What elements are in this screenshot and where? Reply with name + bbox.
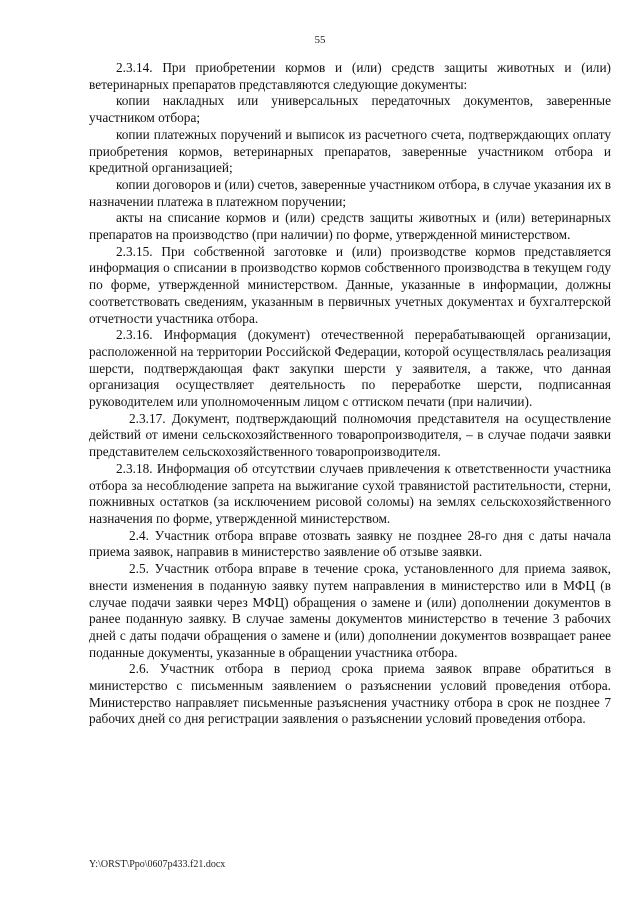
paragraph-2-3-17: 2.3.17. Документ, подтверждающий полномочия представителя на осуществление действий от имени сельскохозяйственного товаропроизводителя, – в случае подачи заявки представителем сельскохозяйственного товаропроизводителя. xyxy=(89,410,611,460)
paragraph-2-3-14: 2.3.14. При приобретении кормов и (или) средств защиты животных и (или) ветеринарных препаратов представляются следующие документы: xyxy=(89,60,611,92)
list-item-contracts: копии договоров и (или) счетов, заверенные участником отбора, в случае указания их в назначении платежа в платежном поручении; xyxy=(89,176,611,209)
paragraph-2-5: 2.5. Участник отбора вправе в течение срока, установленного для приема заявок, внести изменения в поданную заявку путем направления в министерство или в МФЦ (в случае подачи заявки через МФЦ) обращения о замене и (или) дополнении документов в ранее поданную заявку. В случае замены документов министерство в течение 3 рабочих дней с даты подачи обращения о замене и (или) дополнении документов возвращает ранее поданные документы, указанные в обращении участника отбора. xyxy=(89,561,611,660)
page-number: 55 xyxy=(314,34,326,46)
list-item-payment-orders: копии платежных поручений и выписок из расчетного счета, подтверждающих оплату приобретения кормов, ветеринарных препаратов, заверенные участником отбора и кредитной организацией; xyxy=(89,126,611,176)
document-body xyxy=(89,60,611,728)
paragraph-2-3-18: 2.3.18. Информация об отсутствии случаев привлечения к ответственности участника отбора за несоблюдение запрета на выжигание сухой травянистой растительности, стерни, пожнивных остатков (за исключением рисовой соломы) на землях сельскохозяйственного назначения по форме, утвержденной министерством. xyxy=(89,460,611,526)
list-item-invoices: копии накладных или универсальных передаточных документов, заверенные участником отбора; xyxy=(89,93,611,126)
paragraph-2-3-15: 2.3.15. При собственной заготовке и (или) производстве кормов представляется информация о списании в производство кормов собственного производства в текущем году по форме, утвержденной министерством. Данные, указанные в информации, должны соответствовать сведениям, указанным в первичных учетных документах и бухгалтерской отчетности участника отбора. xyxy=(89,243,611,326)
paragraph-2-6: 2.6. Участник отбора в период срока приема заявок вправе обратиться в министерство с письменным заявлением о разъяснении условий проведения отбора. Министерство направляет письменные разъяснения участнику отбора в срок не позднее 7 рабочих дней со дня регистрации заявления о разъяснении условий проведения отбора. xyxy=(89,661,611,727)
paragraph-2-3-16: 2.3.16. Информация (документ) отечественной перерабатывающей организации, расположенной на территории Российской Федерации, которой осуществлялась реализация шерсти, подтверждающая факт закупки шерсти у заявителя, а также, что данная организация осуществляет деятельность по переработке шерсти, подписанная руководителем или уполномоченным лицом с оттиском печати (при наличии). xyxy=(89,327,611,410)
list-item-write-off-acts: акты на списание кормов и (или) средств защиты животных и (или) ветеринарных препаратов на производство (при наличии) по форме, утвержденной министерством. xyxy=(89,210,611,243)
paragraph-2-4: 2.4. Участник отбора вправе отозвать заявку не позднее 28-го дня с даты начала приема заявок, направив в министерство заявление об отзыве заявки. xyxy=(89,527,611,560)
file-path-footer: Y:\ORST\Ppo\0607p433.f21.docx xyxy=(89,859,226,870)
